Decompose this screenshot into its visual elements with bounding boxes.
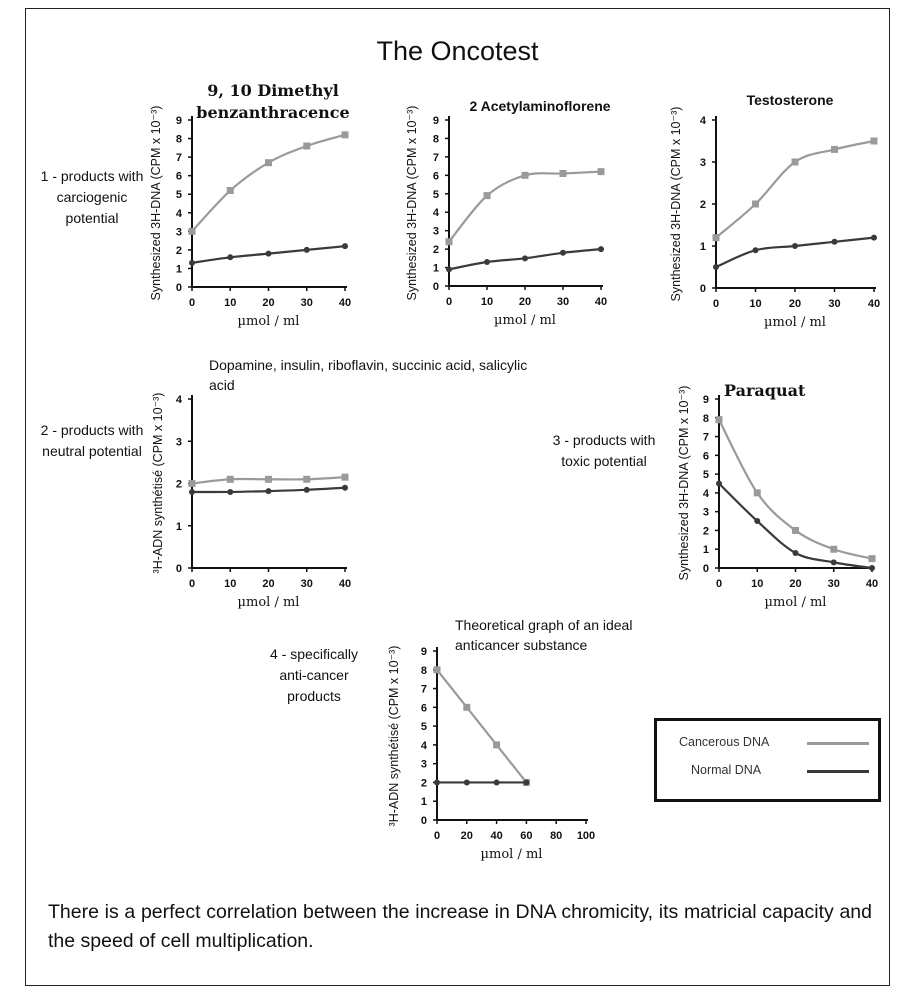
category-label-anticancer: 4 - specifically anti-cancer products	[270, 646, 358, 704]
page-title: The Oncotest	[376, 36, 539, 66]
y-tick-label: 6	[420, 702, 427, 715]
data-point-normal	[434, 779, 440, 785]
y-tick-label: 9	[420, 646, 427, 658]
x-tick-label: 10	[749, 298, 762, 310]
y-tick-label: 1	[420, 796, 427, 809]
y-tick-label: 8	[175, 133, 182, 146]
y-tick-label: 0	[432, 281, 439, 293]
x-tick-label: 20	[460, 830, 473, 842]
x-tick-label: 30	[300, 297, 313, 309]
legend-swatch-normal	[807, 770, 869, 773]
x-tick-label: 10	[224, 297, 237, 309]
data-point-cancerous	[792, 159, 799, 166]
data-point-normal	[304, 487, 310, 493]
series-line-cancerous	[716, 141, 874, 238]
series-line-cancerous	[449, 172, 601, 242]
data-point-normal	[871, 235, 877, 241]
data-point-cancerous	[303, 476, 310, 483]
data-point-cancerous	[227, 187, 234, 194]
y-tick-label: 1	[432, 262, 439, 275]
category-label-carcinogenic: 1 - products with carciogenic potential	[40, 168, 144, 226]
y-tick-label: 8	[420, 664, 427, 677]
x-axis-label: µmol / ml	[494, 313, 556, 328]
data-point-cancerous	[754, 489, 761, 496]
y-tick-label: 9	[175, 115, 182, 127]
y-tick-label: 4	[702, 487, 709, 500]
data-point-normal	[832, 239, 838, 245]
series-line-cancerous	[437, 670, 526, 783]
data-point-cancerous	[446, 238, 453, 245]
y-tick-label: 1	[702, 544, 709, 557]
data-point-cancerous	[434, 666, 441, 673]
legend-label-normal: Normal DNA	[691, 763, 762, 777]
x-tick-label: 80	[550, 830, 563, 842]
data-point-cancerous	[189, 480, 196, 487]
y-tick-label: 1	[175, 520, 182, 533]
x-tick-label: 100	[576, 830, 596, 842]
x-axis-label: µmol / ml	[237, 595, 300, 610]
x-tick-label: 0	[188, 297, 196, 309]
data-point-cancerous	[265, 159, 272, 166]
x-axis-label: µmol / ml	[237, 314, 300, 329]
y-tick-label: 3	[702, 506, 709, 519]
legend	[654, 718, 881, 802]
y-tick-label: 7	[702, 431, 709, 444]
x-tick-label: 40	[490, 830, 503, 842]
y-tick-label: 7	[432, 151, 439, 164]
y-tick-label: 4	[699, 115, 706, 127]
chart-title-paraquat: Paraquat	[724, 381, 806, 400]
data-point-normal	[446, 266, 452, 272]
x-axis-label: µmol / ml	[764, 315, 826, 330]
data-point-cancerous	[342, 131, 349, 138]
x-tick-label: 40	[594, 296, 608, 308]
data-point-normal	[484, 259, 490, 265]
y-tick-label: 3	[420, 758, 427, 771]
data-point-normal	[227, 254, 233, 260]
y-tick-label: 2	[420, 777, 427, 790]
category-label-neutral: 2 - products with neutral potential	[40, 422, 144, 459]
data-point-normal	[716, 481, 722, 487]
x-tick-label: 40	[338, 578, 352, 590]
x-tick-label: 20	[262, 578, 275, 590]
x-tick-label: 0	[188, 578, 196, 590]
data-point-normal	[304, 247, 310, 253]
chart-1	[405, 106, 607, 328]
footer-text: There is a perfect correlation between the increase in DNA chromicity, its matricial capacity and the speed of cell multiplication.	[48, 901, 872, 952]
y-axis-label: Synthesized 3H-DNA (CPM x 10⁻³)	[669, 106, 683, 302]
y-tick-label: 1	[699, 241, 706, 253]
chart-title-aaf: 2 Acetylaminoflorene	[469, 98, 611, 114]
data-point-cancerous	[265, 476, 272, 483]
x-tick-label: 10	[751, 578, 764, 590]
y-tick-label: 9	[702, 394, 709, 406]
y-tick-label: 6	[432, 170, 439, 183]
y-tick-label: 0	[175, 563, 182, 575]
data-point-normal	[560, 250, 566, 256]
y-tick-label: 5	[432, 188, 439, 201]
data-point-cancerous	[871, 138, 878, 145]
chart-title-dmba: 9, 10 Dimethyl benzanthracence	[196, 81, 350, 122]
category-label-toxic: 3 - products with toxic potential	[552, 432, 656, 469]
y-tick-label: 0	[420, 815, 427, 827]
series-line-cancerous	[192, 135, 345, 231]
legend-swatch-cancerous	[807, 742, 869, 745]
data-point-normal	[753, 247, 759, 253]
x-tick-label: 40	[338, 297, 352, 309]
series-line-cancerous	[719, 420, 872, 559]
y-axis-label: Synthesized 3H-DNA (CPM x 10⁻³)	[149, 105, 163, 301]
y-tick-label: 3	[175, 436, 182, 449]
data-point-cancerous	[713, 234, 720, 241]
x-tick-label: 20	[262, 297, 275, 309]
x-tick-label: 30	[828, 298, 841, 310]
data-point-cancerous	[189, 228, 196, 235]
x-tick-label: 40	[867, 298, 881, 310]
data-point-normal	[342, 243, 348, 249]
chart-5	[387, 646, 595, 862]
y-tick-label: 4	[420, 739, 427, 752]
y-tick-label: 2	[702, 525, 709, 538]
data-point-normal	[523, 779, 529, 785]
data-point-normal	[713, 264, 719, 270]
y-tick-label: 2	[432, 244, 439, 257]
chart-title-neutral: Dopamine, insulin, riboflavin, succinic acid, salicylic acid	[209, 357, 528, 393]
y-tick-label: 3	[699, 157, 706, 169]
y-axis-label: Synthesized 3H-DNA (CPM x 10⁻³)	[677, 385, 691, 581]
x-tick-label: 0	[433, 830, 441, 842]
data-point-normal	[869, 565, 875, 571]
series-line-normal	[716, 238, 874, 267]
data-point-normal	[464, 779, 470, 785]
x-tick-label: 60	[520, 830, 533, 842]
data-point-cancerous	[493, 741, 500, 748]
y-tick-label: 6	[702, 450, 709, 463]
x-tick-label: 0	[445, 296, 453, 308]
x-tick-label: 10	[480, 296, 494, 308]
y-tick-label: 5	[702, 469, 709, 482]
data-point-normal	[189, 260, 195, 266]
x-tick-label: 30	[556, 296, 570, 308]
y-tick-label: 3	[432, 225, 439, 238]
data-point-cancerous	[303, 142, 310, 149]
data-point-normal	[227, 489, 233, 495]
data-point-cancerous	[522, 172, 529, 179]
data-point-cancerous	[752, 201, 759, 208]
data-point-cancerous	[560, 170, 567, 177]
data-point-cancerous	[598, 168, 605, 175]
x-tick-label: 30	[827, 578, 840, 590]
y-tick-label: 0	[175, 282, 182, 294]
legend-label-cancerous: Cancerous DNA	[679, 735, 770, 749]
data-point-cancerous	[831, 146, 838, 153]
data-point-cancerous	[463, 704, 470, 711]
y-axis-label: ³H-ADN synthétisé (CPM x 10⁻³)	[151, 392, 165, 574]
data-point-normal	[266, 251, 272, 257]
data-point-normal	[793, 550, 799, 556]
y-tick-label: 5	[175, 189, 182, 202]
y-tick-label: 0	[699, 283, 706, 295]
data-point-cancerous	[227, 476, 234, 483]
x-tick-label: 40	[865, 578, 879, 590]
y-tick-label: 4	[175, 394, 182, 406]
data-point-normal	[266, 488, 272, 494]
data-point-cancerous	[869, 555, 876, 562]
y-tick-label: 3	[175, 226, 182, 239]
y-tick-label: 2	[175, 478, 182, 491]
x-axis-label: µmol / ml	[480, 847, 543, 862]
data-point-cancerous	[830, 546, 837, 553]
data-point-cancerous	[716, 416, 723, 423]
y-tick-label: 7	[175, 152, 182, 165]
x-tick-label: 10	[224, 578, 237, 590]
data-point-normal	[754, 518, 760, 524]
data-point-normal	[522, 255, 528, 261]
y-tick-label: 5	[420, 721, 427, 734]
chart-0	[149, 106, 351, 329]
y-tick-label: 2	[699, 199, 706, 211]
chart-title-anticancer: Theoretical graph of an ideal anticancer substance	[455, 617, 633, 653]
x-axis-label: µmol / ml	[764, 595, 827, 610]
chart-3	[151, 393, 351, 610]
data-point-normal	[494, 779, 500, 785]
data-point-cancerous	[484, 192, 491, 199]
y-tick-label: 6	[175, 170, 182, 183]
x-tick-label: 20	[518, 296, 532, 308]
y-tick-label: 2	[175, 244, 182, 257]
y-tick-label: 0	[702, 563, 709, 575]
y-axis-label: ³H-ADN synthétisé (CPM x 10⁻³)	[387, 645, 401, 827]
y-tick-label: 1	[175, 263, 182, 276]
chart-2	[669, 107, 880, 330]
data-point-normal	[831, 559, 837, 565]
chart-4	[677, 386, 878, 610]
x-tick-label: 30	[300, 578, 313, 590]
data-point-cancerous	[342, 474, 349, 481]
y-tick-label: 4	[432, 207, 439, 220]
data-point-normal	[598, 246, 604, 252]
x-tick-label: 20	[788, 298, 802, 310]
y-tick-label: 9	[432, 115, 439, 127]
y-tick-label: 8	[702, 412, 709, 425]
x-tick-label: 0	[712, 298, 720, 310]
y-tick-label: 4	[175, 207, 182, 220]
data-point-normal	[342, 485, 348, 491]
data-point-normal	[792, 243, 798, 249]
chart-title-testosterone: Testosterone	[746, 92, 834, 108]
data-point-normal	[189, 489, 195, 495]
y-tick-label: 7	[420, 683, 427, 696]
x-tick-label: 20	[789, 578, 802, 590]
data-point-cancerous	[792, 527, 799, 534]
x-tick-label: 0	[715, 578, 723, 590]
y-tick-label: 8	[432, 133, 439, 146]
y-axis-label: Synthesized 3H-DNA (CPM x 10⁻³)	[405, 105, 419, 301]
